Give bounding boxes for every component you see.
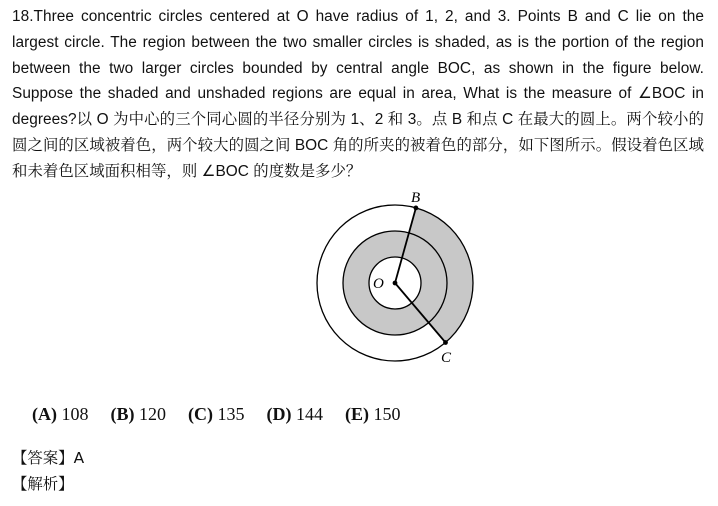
problem-text	[12, 4, 704, 185]
point-b	[414, 206, 419, 211]
label-b: B	[411, 190, 421, 206]
analysis-line	[12, 472, 74, 494]
point-c	[443, 340, 448, 345]
choice-d[interactable]: (D) 144	[266, 404, 323, 424]
answer-line	[12, 446, 84, 468]
problem-text-english: Three concentric circles centered at O have radius of 1, 2, and 3. Points B and C lie on the largest circle. The region between the two smaller circles is shaded, as is the portion of the region between the two larger circles bounded by central angle BOC, as shown in the figure below. Suppose the shaded and unshaded regions are equal in area, What is the measure of ∠BOC in degrees?	[12, 8, 704, 129]
choice-c[interactable]: (C) 135	[188, 404, 245, 424]
point-o	[393, 281, 398, 286]
figure-svg	[300, 188, 490, 378]
choice-b[interactable]: (B) 120	[110, 404, 166, 424]
problem-text-chinese: 以 O 为中心的三个同心圆的半径分别为 1、2 和 3。点 B 和点 C 在最大的圆上。两个较小的圆之间的区域被着色，两个较大的圆之间 BOC 角的所夹的被着色的部分，如下图所示。假设着色区域和未着色区域面积相等，则 ∠BOC 的度数是多少？	[12, 111, 704, 180]
choice-e[interactable]: (E) 150	[345, 404, 401, 424]
answer-label: 【答案】	[12, 449, 74, 467]
label-c: C	[441, 350, 452, 366]
answer-value: A	[73, 449, 85, 467]
label-o: O	[373, 276, 384, 292]
concentric-circles-figure	[300, 188, 490, 378]
answer-choices	[32, 404, 423, 425]
problem-number: 18.	[12, 8, 34, 25]
analysis-label: 【解析】	[12, 475, 74, 493]
choice-a[interactable]: (A) 108	[32, 404, 89, 424]
